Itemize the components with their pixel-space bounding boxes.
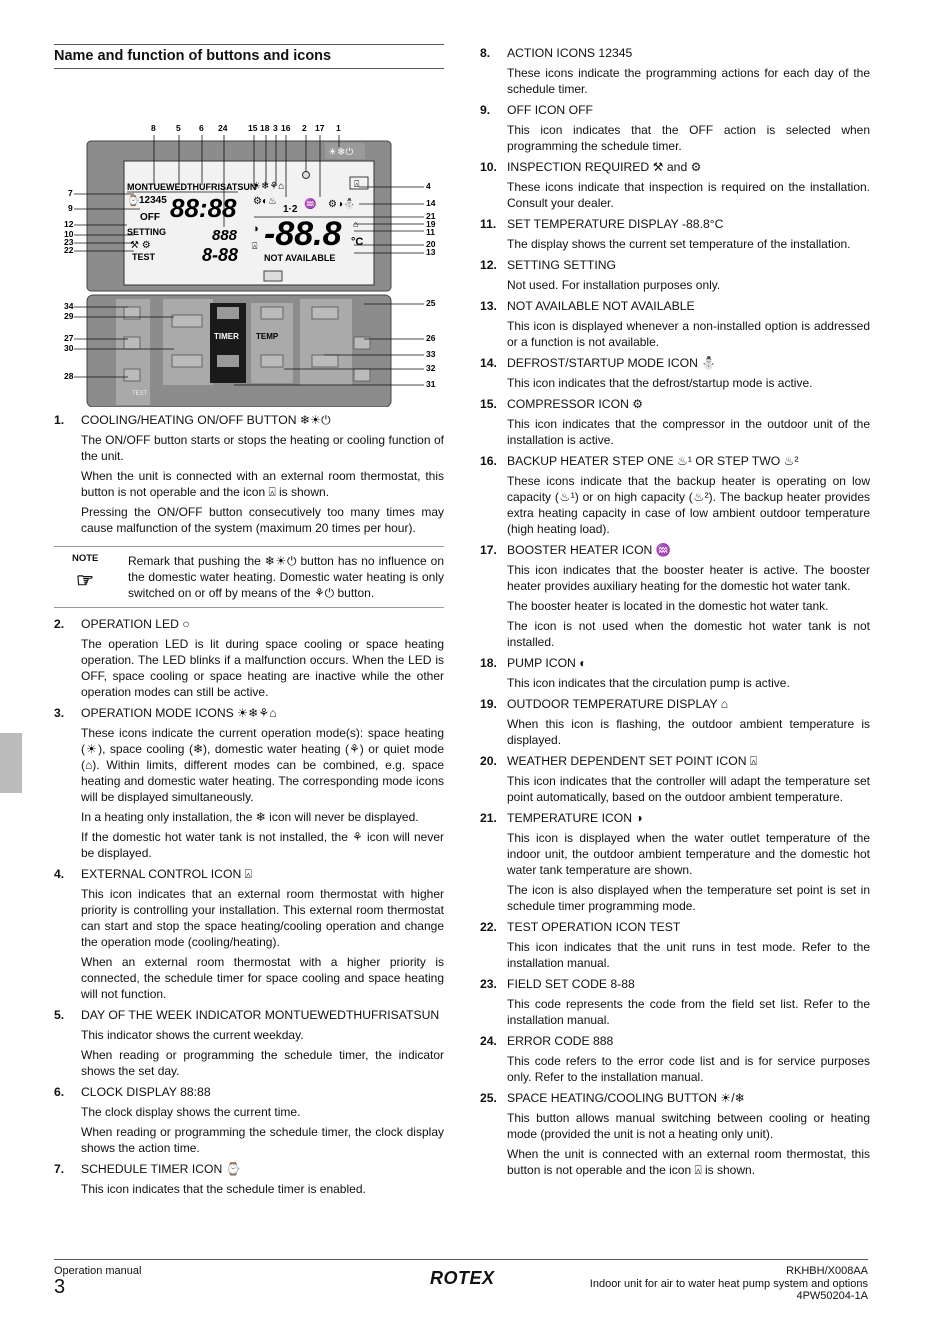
item-paragraph: Pressing the ON/OFF button consecutively too many times may cause malfunction of the system (maximum 20 times per hour). (81, 505, 444, 535)
item-paragraph: This code refers to the error code list and is for service purposes only. Refer to the installation manual. (507, 1054, 870, 1084)
field-code-text: 8-88 (202, 245, 239, 265)
svg-text:16: 16 (281, 123, 291, 133)
list-item (480, 753, 870, 805)
item-paragraph: The clock display shows the current time. (81, 1105, 301, 1119)
item-title: COMPRESSOR ICON ⚙ (507, 397, 644, 411)
item-heading (480, 753, 870, 769)
list-item (54, 412, 444, 536)
item-paragraph: These icons indicate that the backup heater is operating on low capacity (♨¹) or on high capacity (♨²). The backup heater provides extra heating capacity in case of low ambient outdoor temperature (high heating load). (507, 474, 870, 536)
days-text: MONTUEWEDTHUFRISATSUN (127, 182, 257, 192)
svg-text:20: 20 (426, 239, 436, 249)
footer-manual-label: Operation manual (54, 1265, 142, 1277)
item-paragraph: These icons indicate the programming actions for each day of the schedule timer. (507, 66, 870, 96)
not-available-text: NOT AVAILABLE (264, 253, 336, 263)
item-number: 21. (480, 811, 497, 825)
item-title: SETTING SETTING (507, 258, 617, 272)
item-paragraph: This icon indicates that the unit runs in test mode. Refer to the installation manual. (507, 940, 870, 970)
controller-figure (54, 77, 444, 407)
item-heading (480, 396, 870, 412)
item-paragraph: This icon indicates that the schedule timer is enabled. (81, 1182, 366, 1196)
svg-text:11: 11 (426, 227, 435, 237)
svg-text:1: 1 (336, 123, 341, 133)
item-number: 20. (480, 754, 497, 768)
temp-down-button (261, 355, 283, 367)
celsius-text: °C (351, 236, 364, 248)
item-number: 12. (480, 258, 497, 272)
item-number: 9. (480, 103, 491, 117)
item-title: EXTERNAL CONTROL ICON ⍓ (81, 867, 252, 881)
svg-text:27: 27 (64, 333, 74, 343)
list-item (480, 1090, 870, 1178)
item-paragraph: This icon indicates that the booster heater is active. The booster heater provides auxiliary heating for the domestic hot water tank. (507, 563, 870, 593)
item-heading (54, 616, 444, 632)
item-paragraph: The ON/OFF button starts or stops the heating or cooling function of the unit. (81, 433, 444, 463)
temp-button-label: TEMP (256, 332, 279, 341)
item-paragraph: When the unit is connected with an external room thermostat, this button is not operable and the icon ⍓ is shown. (507, 1147, 870, 1177)
item-number: 17. (480, 543, 497, 557)
chapter-tab (0, 733, 22, 793)
item-number: 15. (480, 397, 497, 411)
page-number: 3 (54, 1276, 66, 1298)
list-item (480, 298, 870, 350)
right-item-list (480, 45, 870, 1178)
list-item (480, 655, 870, 691)
item-heading (480, 355, 870, 371)
item-heading (54, 705, 444, 721)
item-title: WEATHER DEPENDENT SET POINT ICON ⍓ (507, 754, 758, 768)
action-icons-text: 12345 (139, 195, 167, 206)
connector-tab (264, 271, 282, 281)
list-item (480, 453, 870, 537)
item-heading (54, 412, 444, 428)
temperature-icon: ◑ (252, 223, 259, 235)
note-label-text: NOTE (72, 553, 99, 564)
item-heading (480, 257, 870, 273)
list-item (480, 45, 870, 97)
item-paragraph: When the unit is connected with an external room thermostat, this button is not operable and the icon ⍓ is shown. (81, 469, 444, 499)
setting-text: SETTING (127, 227, 167, 237)
left-item-list (54, 412, 444, 1197)
item-number: 18. (480, 656, 497, 670)
timer-down-button (217, 355, 239, 367)
set-temp-text: -88.8 (264, 215, 342, 253)
svg-text:19: 19 (426, 219, 436, 229)
svg-text:31: 31 (426, 379, 436, 389)
item-heading (480, 542, 870, 558)
item-paragraph: When this icon is flashing, the outdoor ambient temperature is displayed. (507, 717, 870, 747)
product-description: Indoor unit for air to water heat pump system and options (589, 1277, 868, 1290)
item-paragraph: This icon indicates that the OFF action is selected when programming the schedule timer. (507, 123, 870, 153)
item-paragraph: This code represents the code from the field set list. Refer to the installation manual. (507, 997, 870, 1027)
list-item (54, 616, 444, 700)
status-icons: ☀❄⚘⌂ (252, 181, 285, 192)
right-column (480, 40, 870, 1181)
svg-text:34: 34 (64, 301, 74, 311)
item-title: OPERATION LED ○ (81, 617, 190, 631)
item-heading (480, 1033, 870, 1049)
item-number: 8. (480, 46, 491, 60)
item-paragraph: This icon indicates that the controller will adapt the temperature set point automatically, based on the outdoor ambient temperature. (507, 774, 870, 804)
item-heading (480, 298, 870, 314)
item-number: 7. (54, 1162, 65, 1176)
item-title: BACKUP HEATER STEP ONE ♨¹ OR STEP TWO ♨² (507, 454, 799, 468)
item-title: ERROR CODE 888 (507, 1034, 614, 1048)
item-paragraph: This icon is displayed whenever a non-installed option is addressed or a function is not available. (507, 319, 870, 349)
item-title: CLOCK DISPLAY 88:88 (81, 1085, 211, 1099)
svg-text:14: 14 (426, 198, 436, 208)
item-paragraph: When an external room thermostat with a higher priority is connected, the schedule timer for space cooling and space heating will not function. (81, 955, 444, 1001)
item-heading (480, 1090, 870, 1106)
controller-diagram (54, 77, 444, 407)
list-item (480, 216, 870, 252)
item-title: TEST OPERATION ICON TEST (507, 920, 681, 934)
list-item (480, 102, 870, 154)
item-number: 10. (480, 160, 497, 174)
item-paragraph: In a heating only installation, the ❄ icon will never be displayed. (81, 810, 419, 824)
item-paragraph: These icons indicate the current operation mode(s): space heating (☀), space cooling (❄), domestic water heating (⚘) or quiet mode (⌂). Within limits, different modes can be combined, e.g. space heating and domestic water heating. The corresponding mode icons will be displayed simultaneously. (81, 726, 444, 804)
list-item (54, 705, 444, 861)
svg-text:18: 18 (260, 123, 270, 133)
svg-text:7: 7 (68, 188, 73, 198)
item-title: SPACE HEATING/COOLING BUTTON ☀/❄ (507, 1091, 745, 1105)
list-item (480, 542, 870, 650)
item-paragraph: When reading or programming the schedule timer, the indicator shows the set day. (81, 1048, 444, 1078)
item-number: 1. (54, 413, 65, 427)
timer-icon: ⌚ (127, 196, 140, 207)
dhw-down-button (312, 355, 338, 367)
left-callout-numbers (64, 188, 74, 381)
weather-dependent-icon: ⍓ (252, 241, 258, 251)
list-item (54, 866, 444, 1002)
item-heading (54, 866, 444, 882)
item-paragraph: This icon indicates that the compressor in the outdoor unit of the installation is active. (507, 417, 870, 447)
svg-text:6: 6 (199, 123, 204, 133)
test-text: TEST (132, 252, 156, 262)
test-button-label: TEST (132, 391, 148, 397)
svg-text:13: 13 (426, 247, 436, 257)
item-paragraph: This icon is displayed when the water outlet temperature of the indoor unit, the outdoor ambient temperature and the domestic hot water tank temperature are shown. (507, 831, 870, 877)
item-number: 14. (480, 356, 497, 370)
temp-up-button (261, 307, 283, 319)
booster-icon: ♒ (304, 199, 317, 210)
item-title: SCHEDULE TIMER ICON ⌚ (81, 1162, 241, 1176)
item-title: BOOSTER HEATER ICON ♒ (507, 543, 671, 557)
inspection-icons: ⚒ ⚙ (130, 240, 151, 251)
item-paragraph: Not used. For installation purposes only. (507, 278, 721, 292)
svg-text:25: 25 (426, 298, 436, 308)
item-title: ACTION ICONS 12345 (507, 46, 633, 60)
list-item (480, 355, 870, 391)
list-item (480, 696, 870, 748)
item-title: OFF ICON OFF (507, 103, 593, 117)
item-number: 3. (54, 706, 65, 720)
item-paragraph: This indicator shows the current weekday. (81, 1028, 304, 1042)
list-item (480, 919, 870, 971)
svg-text:30: 30 (64, 343, 74, 353)
dhw-up-button (312, 307, 338, 319)
item-heading (480, 976, 870, 992)
item-heading (54, 1161, 444, 1177)
list-item (480, 810, 870, 914)
svg-text:10: 10 (64, 229, 74, 239)
item-number: 16. (480, 454, 497, 468)
item-paragraph: If the domestic hot water tank is not installed, the ⚘ icon will never be displayed. (81, 830, 444, 860)
timer-button-label: TIMER (214, 332, 239, 341)
document-code: 4PW50204-1A (796, 1290, 868, 1302)
list-item (480, 159, 870, 211)
svg-text:32: 32 (426, 363, 436, 373)
item-title: OUTDOOR TEMPERATURE DISPLAY ⌂ (507, 697, 729, 711)
item-heading (480, 216, 870, 232)
compressor-pump-icons: ⚙◐♨ (253, 196, 277, 207)
item-heading (480, 102, 870, 118)
item-number: 25. (480, 1091, 497, 1105)
top-callout-numbers (151, 123, 341, 133)
external-control-icon: ⍓ (354, 179, 360, 189)
item-paragraph: The icon is not used when the domestic hot water tank is not installed. (507, 619, 870, 649)
item-heading (54, 1084, 444, 1100)
item-title: TEMPERATURE ICON ◑ (507, 811, 643, 825)
backup-step-text: 1·2 (283, 204, 298, 215)
footer-rule (54, 1259, 868, 1260)
svg-text:15: 15 (248, 123, 258, 133)
item-number: 5. (54, 1008, 65, 1022)
footer-product-info (590, 1265, 868, 1303)
list-item (480, 1033, 870, 1085)
item-number: 23. (480, 977, 497, 991)
item-number: 24. (480, 1034, 497, 1048)
item-number: 11. (480, 217, 497, 231)
operation-led (303, 172, 310, 179)
item-paragraph: The display shows the current set temperature of the installation. (507, 237, 851, 251)
note-box (54, 546, 444, 608)
svg-text:9: 9 (68, 203, 73, 213)
item-number: 2. (54, 617, 65, 631)
item-title: PUMP ICON ◐ (507, 656, 587, 670)
svg-text:3: 3 (273, 123, 278, 133)
item-title: INSPECTION REQUIRED ⚒ and ⚙ (507, 160, 702, 174)
list-item (480, 976, 870, 1028)
item-paragraph: The booster heater is located in the domestic hot water tank. (507, 599, 829, 613)
right-callout-numbers (426, 181, 436, 389)
item-heading (480, 159, 870, 175)
inspection-button (124, 369, 140, 381)
svg-text:4: 4 (426, 181, 431, 191)
item-title: NOT AVAILABLE NOT AVAILABLE (507, 299, 695, 313)
item-heading (480, 696, 870, 712)
list-item (480, 396, 870, 448)
brand-logo: ROTEX (430, 1268, 495, 1288)
svg-text:23: 23 (64, 237, 74, 247)
item-heading (54, 1007, 444, 1023)
svg-text:21: 21 (426, 211, 436, 221)
item-paragraph: The operation LED is lit during space cooling or space heating operation. The LED blinks if a malfunction occurs. When the LED is OFF, space cooling or space heating are inactive while the other operation modes can still be active. (81, 637, 444, 699)
left-column (54, 44, 444, 1200)
error-code-text: 888 (212, 227, 238, 244)
item-number: 4. (54, 867, 65, 881)
item-title: COOLING/HEATING ON/OFF BUTTON ❄☀⏻ (81, 413, 331, 427)
list-item (480, 257, 870, 293)
mode-icons-label: ☀❄⏻ (328, 147, 354, 158)
clock-button (172, 355, 202, 367)
item-number: 19. (480, 697, 497, 711)
svg-text:26: 26 (426, 333, 436, 343)
item-paragraph: This icon indicates that the circulation pump is active. (507, 676, 790, 690)
item-title: FIELD SET CODE 8-88 (507, 977, 635, 991)
item-heading (480, 655, 870, 671)
item-paragraph: When reading or programming the schedule timer, the clock display shows the action time. (81, 1125, 444, 1155)
item-number: 22. (480, 920, 497, 934)
item-paragraph: This icon indicates that the defrost/startup mode is active. (507, 376, 813, 390)
list-item (54, 1084, 444, 1156)
clock-text: 88:88 (170, 193, 237, 223)
item-number: 13. (480, 299, 497, 313)
item-title: OPERATION MODE ICONS ☀❄⚘⌂ (81, 706, 277, 720)
svg-text:22: 22 (64, 245, 74, 255)
item-title: SET TEMPERATURE DISPLAY -88.8°C (507, 217, 724, 231)
item-paragraph: This icon indicates that an external room thermostat with higher priority is controlling your installation. This external room thermostat can start and stop the space heating/cooling operation and change the operation mode (cooling/heating). (81, 887, 444, 949)
list-item (54, 1007, 444, 1079)
item-heading (480, 919, 870, 935)
item-heading (480, 810, 870, 826)
program-button (172, 315, 202, 327)
item-paragraph: These icons indicate that inspection is required on the installation. Consult your dealer. (507, 180, 870, 210)
defrost-icon: ⚙◑⛄ (328, 199, 356, 210)
section-title: Name and function of buttons and icons (54, 44, 444, 69)
item-number: 6. (54, 1085, 65, 1099)
svg-text:33: 33 (426, 349, 436, 359)
item-paragraph: This button allows manual switching between cooling or heating mode (provided the unit is not a heating only unit). (507, 1111, 870, 1141)
timer-up-button (217, 307, 239, 319)
svg-text:2: 2 (302, 123, 307, 133)
svg-text:28: 28 (64, 371, 74, 381)
dhw-onoff-button (354, 369, 370, 381)
svg-text:5: 5 (176, 123, 181, 133)
item-paragraph: The icon is also displayed when the temperature set point is set in schedule timer programming mode. (507, 883, 870, 913)
item-title: DAY OF THE WEEK INDICATOR MONTUEWEDTHUFRISATSUN (81, 1008, 440, 1022)
svg-text:29: 29 (64, 311, 74, 321)
list-item (54, 1161, 444, 1197)
note-label (54, 553, 128, 601)
outdoor-temp-icon: ⌂ (353, 219, 359, 229)
off-text: OFF (140, 212, 160, 223)
svg-text:24: 24 (218, 123, 228, 133)
item-title: DEFROST/STARTUP MODE ICON ⛄ (507, 356, 717, 370)
svg-text:17: 17 (315, 123, 325, 133)
model-code: RKHBH/X008AA (786, 1265, 868, 1277)
item-heading (480, 45, 870, 61)
item-heading (480, 453, 870, 469)
note-text: Remark that pushing the ❄☀⏻ button has no influence on the domestic water heating. Domestic water heating is only switched on or off by means of the ⚘⏻ button. (128, 554, 444, 600)
svg-text:8: 8 (151, 123, 156, 133)
pointing-hand-icon: ☞ (76, 570, 94, 592)
svg-text:12: 12 (64, 219, 74, 229)
